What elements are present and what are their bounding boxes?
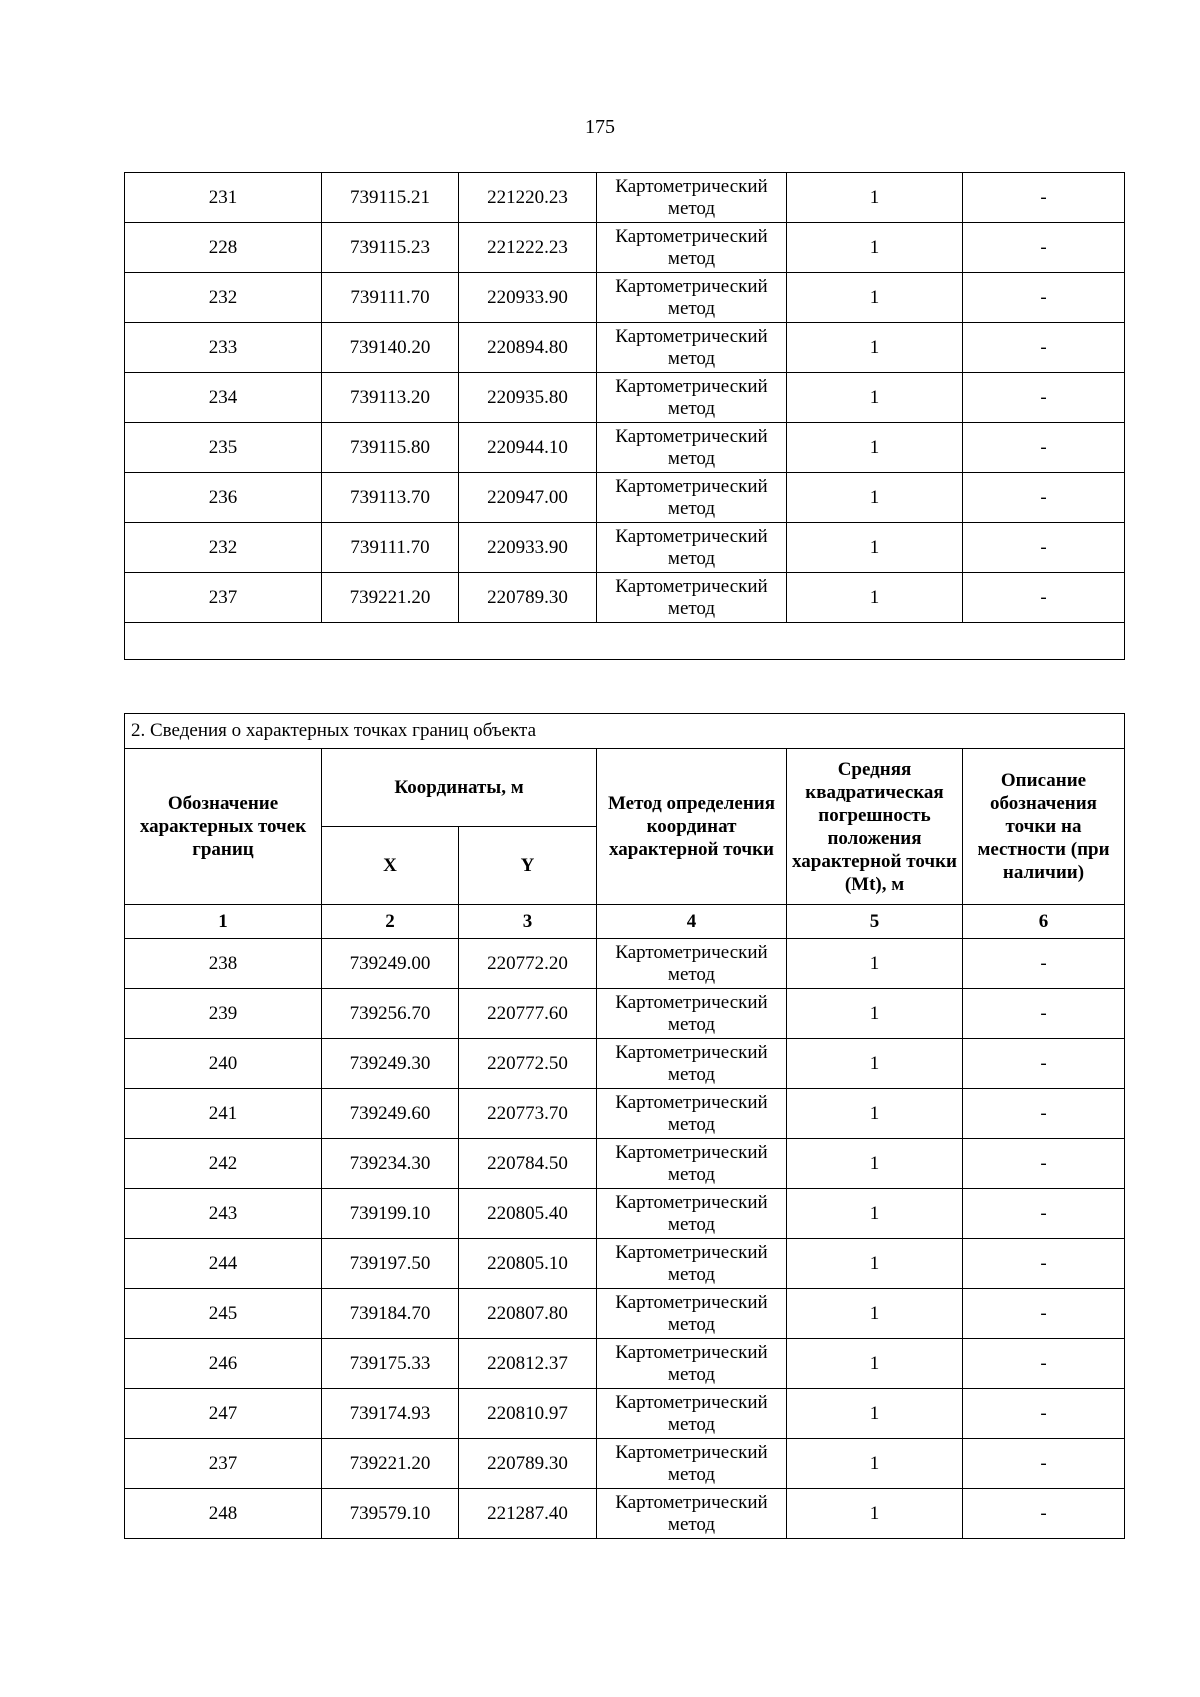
method-text: Картометрический bbox=[615, 575, 768, 597]
x-coordinate-cell: 739221.20 bbox=[322, 1439, 459, 1489]
mean-error-cell: 1 bbox=[787, 1339, 963, 1389]
method-text: Картометрический bbox=[615, 1491, 768, 1513]
table-row bbox=[125, 173, 1125, 223]
method-text: метод bbox=[667, 347, 716, 369]
point-id-cell: 233 bbox=[125, 323, 322, 373]
x-coordinate-cell: 739113.20 bbox=[322, 373, 459, 423]
table-row bbox=[125, 1289, 1125, 1339]
method-text: метод bbox=[667, 1413, 716, 1435]
mean-error-cell: 1 bbox=[787, 1439, 963, 1489]
header-method: Метод определения координат характерной точки bbox=[597, 749, 787, 905]
method-text: метод bbox=[667, 1113, 716, 1135]
description-cell: - bbox=[963, 1339, 1125, 1389]
y-coordinate-cell: 220812.37 bbox=[459, 1339, 597, 1389]
description-cell: - bbox=[963, 1289, 1125, 1339]
method-cell bbox=[597, 1439, 787, 1489]
method-text: Картометрический bbox=[615, 1141, 768, 1163]
x-coordinate-cell: 739221.20 bbox=[322, 573, 459, 623]
method-text: Картометрический bbox=[615, 1241, 768, 1263]
table-row bbox=[125, 323, 1125, 373]
table-row bbox=[125, 1489, 1125, 1539]
description-cell: - bbox=[963, 223, 1125, 273]
description-cell: - bbox=[963, 1389, 1125, 1439]
mean-error-cell: 1 bbox=[787, 423, 963, 473]
point-id-cell: 237 bbox=[125, 1439, 322, 1489]
mean-error-cell: 1 bbox=[787, 1039, 963, 1089]
table-row bbox=[125, 523, 1125, 573]
method-text: Картометрический bbox=[615, 225, 768, 247]
mean-error-cell: 1 bbox=[787, 573, 963, 623]
table-row bbox=[125, 573, 1125, 623]
y-coordinate-cell: 220805.10 bbox=[459, 1239, 597, 1289]
x-coordinate-cell: 739249.00 bbox=[322, 939, 459, 989]
mean-error-cell: 1 bbox=[787, 323, 963, 373]
mean-error-cell: 1 bbox=[787, 1489, 963, 1539]
method-text: метод bbox=[667, 497, 716, 519]
x-coordinate-cell: 739197.50 bbox=[322, 1239, 459, 1289]
description-cell: - bbox=[963, 1489, 1125, 1539]
table-row bbox=[125, 273, 1125, 323]
table-row bbox=[125, 1439, 1125, 1489]
x-coordinate-cell: 739249.60 bbox=[322, 1089, 459, 1139]
table-row bbox=[125, 1189, 1125, 1239]
description-cell: - bbox=[963, 373, 1125, 423]
description-cell: - bbox=[963, 523, 1125, 573]
point-id-cell: 232 bbox=[125, 523, 322, 573]
x-coordinate-cell: 739111.70 bbox=[322, 523, 459, 573]
point-id-cell: 242 bbox=[125, 1139, 322, 1189]
y-coordinate-cell: 220944.10 bbox=[459, 423, 597, 473]
method-cell bbox=[597, 373, 787, 423]
method-text: Картометрический bbox=[615, 1441, 768, 1463]
point-id-cell: 234 bbox=[125, 373, 322, 423]
method-cell bbox=[597, 1289, 787, 1339]
description-cell: - bbox=[963, 323, 1125, 373]
mean-error-cell: 1 bbox=[787, 523, 963, 573]
y-coordinate-cell: 220777.60 bbox=[459, 989, 597, 1039]
column-number: 4 bbox=[597, 905, 787, 939]
method-text: Картометрический bbox=[615, 1291, 768, 1313]
method-cell bbox=[597, 223, 787, 273]
method-text: метод bbox=[667, 447, 716, 469]
y-coordinate-cell: 220933.90 bbox=[459, 523, 597, 573]
method-cell bbox=[597, 939, 787, 989]
point-id-cell: 235 bbox=[125, 423, 322, 473]
method-text: метод bbox=[667, 197, 716, 219]
mean-error-cell: 1 bbox=[787, 273, 963, 323]
mean-error-cell: 1 bbox=[787, 939, 963, 989]
point-id-cell: 245 bbox=[125, 1289, 322, 1339]
x-coordinate-cell: 739199.10 bbox=[322, 1189, 459, 1239]
method-cell bbox=[597, 1489, 787, 1539]
header-coordinates: Координаты, м bbox=[322, 749, 597, 827]
point-id-cell: 247 bbox=[125, 1389, 322, 1439]
method-cell bbox=[597, 1039, 787, 1089]
point-id-cell: 246 bbox=[125, 1339, 322, 1389]
column-number: 3 bbox=[459, 905, 597, 939]
mean-error-cell: 1 bbox=[787, 1289, 963, 1339]
table1-body bbox=[125, 173, 1125, 623]
method-cell bbox=[597, 523, 787, 573]
description-cell: - bbox=[963, 1039, 1125, 1089]
x-coordinate-cell: 739140.20 bbox=[322, 323, 459, 373]
x-coordinate-cell: 739115.80 bbox=[322, 423, 459, 473]
method-cell bbox=[597, 1189, 787, 1239]
method-text: метод bbox=[667, 1313, 716, 1335]
table-row bbox=[125, 373, 1125, 423]
y-coordinate-cell: 220894.80 bbox=[459, 323, 597, 373]
description-cell: - bbox=[963, 273, 1125, 323]
y-coordinate-cell: 220789.30 bbox=[459, 573, 597, 623]
method-text: метод bbox=[667, 1163, 716, 1185]
method-text: Картометрический bbox=[615, 375, 768, 397]
y-coordinate-cell: 220772.50 bbox=[459, 1039, 597, 1089]
mean-error-cell: 1 bbox=[787, 473, 963, 523]
column-number: 5 bbox=[787, 905, 963, 939]
table-row bbox=[125, 473, 1125, 523]
mean-error-cell: 1 bbox=[787, 1139, 963, 1189]
table-row bbox=[125, 989, 1125, 1039]
y-coordinate-cell: 220947.00 bbox=[459, 473, 597, 523]
point-id-cell: 241 bbox=[125, 1089, 322, 1139]
column-number: 1 bbox=[125, 905, 322, 939]
table-row bbox=[125, 1089, 1125, 1139]
mean-error-cell: 1 bbox=[787, 1089, 963, 1139]
method-cell bbox=[597, 423, 787, 473]
table-row bbox=[125, 1239, 1125, 1289]
header-designation: Обозначение характерных точек границ bbox=[125, 749, 322, 905]
x-coordinate-cell: 739579.10 bbox=[322, 1489, 459, 1539]
table2-body bbox=[125, 939, 1125, 1539]
method-cell bbox=[597, 473, 787, 523]
method-text: Картометрический bbox=[615, 525, 768, 547]
point-id-cell: 244 bbox=[125, 1239, 322, 1289]
point-id-cell: 248 bbox=[125, 1489, 322, 1539]
method-text: Картометрический bbox=[615, 1391, 768, 1413]
x-coordinate-cell: 739115.23 bbox=[322, 223, 459, 273]
method-text: Картометрический bbox=[615, 275, 768, 297]
y-coordinate-cell: 221220.23 bbox=[459, 173, 597, 223]
table-row bbox=[125, 1139, 1125, 1189]
method-cell bbox=[597, 1089, 787, 1139]
x-coordinate-cell: 739113.70 bbox=[322, 473, 459, 523]
method-text: метод bbox=[667, 1513, 716, 1535]
method-text: Картометрический bbox=[615, 1091, 768, 1113]
mean-error-cell: 1 bbox=[787, 223, 963, 273]
point-id-cell: 231 bbox=[125, 173, 322, 223]
method-text: метод bbox=[667, 247, 716, 269]
method-text: метод bbox=[667, 963, 716, 985]
table-row bbox=[125, 423, 1125, 473]
point-id-cell: 238 bbox=[125, 939, 322, 989]
point-id-cell: 232 bbox=[125, 273, 322, 323]
column-number: 2 bbox=[322, 905, 459, 939]
mean-error-cell: 1 bbox=[787, 1239, 963, 1289]
table-row bbox=[125, 1339, 1125, 1389]
y-coordinate-cell: 220807.80 bbox=[459, 1289, 597, 1339]
mean-error-cell: 1 bbox=[787, 173, 963, 223]
boundary-points-table bbox=[124, 713, 1125, 1539]
column-numbers-row bbox=[125, 905, 1125, 939]
point-id-cell: 240 bbox=[125, 1039, 322, 1089]
description-cell: - bbox=[963, 989, 1125, 1039]
method-cell bbox=[597, 1389, 787, 1439]
table-row bbox=[125, 939, 1125, 989]
y-coordinate-cell: 220772.20 bbox=[459, 939, 597, 989]
x-coordinate-cell: 739111.70 bbox=[322, 273, 459, 323]
x-coordinate-cell: 739256.70 bbox=[322, 989, 459, 1039]
x-coordinate-cell: 739184.70 bbox=[322, 1289, 459, 1339]
method-text: Картометрический bbox=[615, 1041, 768, 1063]
method-text: метод bbox=[667, 597, 716, 619]
y-coordinate-cell: 220933.90 bbox=[459, 273, 597, 323]
table-row bbox=[125, 1039, 1125, 1089]
table1-empty-row bbox=[125, 623, 1125, 660]
method-cell bbox=[597, 573, 787, 623]
method-cell bbox=[597, 989, 787, 1039]
page-number: 175 bbox=[585, 116, 615, 138]
method-text: Картометрический bbox=[615, 325, 768, 347]
method-cell bbox=[597, 1139, 787, 1189]
y-coordinate-cell: 220773.70 bbox=[459, 1089, 597, 1139]
method-text: метод bbox=[667, 297, 716, 319]
method-cell bbox=[597, 273, 787, 323]
method-cell bbox=[597, 323, 787, 373]
header-mean-error: Средняя квадратическая погрешность положения характерной точки (Mt), м bbox=[787, 749, 963, 905]
y-coordinate-cell: 221222.23 bbox=[459, 223, 597, 273]
method-text: Картометрический bbox=[615, 475, 768, 497]
table-caption: 2. Сведения о характерных точках границ объекта bbox=[125, 714, 1125, 749]
x-coordinate-cell: 739115.21 bbox=[322, 173, 459, 223]
description-cell: - bbox=[963, 473, 1125, 523]
description-cell: - bbox=[963, 1239, 1125, 1289]
x-coordinate-cell: 739249.30 bbox=[322, 1039, 459, 1089]
y-coordinate-cell: 220805.40 bbox=[459, 1189, 597, 1239]
x-coordinate-cell: 739175.33 bbox=[322, 1339, 459, 1389]
coordinates-table-continued bbox=[124, 172, 1125, 660]
method-text: Картометрический bbox=[615, 1341, 768, 1363]
y-coordinate-cell: 220789.30 bbox=[459, 1439, 597, 1489]
point-id-cell: 243 bbox=[125, 1189, 322, 1239]
method-text: метод bbox=[667, 1213, 716, 1235]
method-text: метод bbox=[667, 1463, 716, 1485]
point-id-cell: 237 bbox=[125, 573, 322, 623]
point-id-cell: 239 bbox=[125, 989, 322, 1039]
method-text: Картометрический bbox=[615, 175, 768, 197]
description-cell: - bbox=[963, 1439, 1125, 1489]
header-description: Описание обозначения точки на местности (при наличии) bbox=[963, 749, 1125, 905]
description-cell: - bbox=[963, 573, 1125, 623]
header-x: X bbox=[322, 827, 459, 905]
x-coordinate-cell: 739234.30 bbox=[322, 1139, 459, 1189]
description-cell: - bbox=[963, 423, 1125, 473]
mean-error-cell: 1 bbox=[787, 373, 963, 423]
table-row bbox=[125, 1389, 1125, 1439]
y-coordinate-cell: 221287.40 bbox=[459, 1489, 597, 1539]
mean-error-cell: 1 bbox=[787, 989, 963, 1039]
method-text: Картометрический bbox=[615, 425, 768, 447]
method-text: метод bbox=[667, 1013, 716, 1035]
method-cell bbox=[597, 1239, 787, 1289]
y-coordinate-cell: 220935.80 bbox=[459, 373, 597, 423]
method-text: метод bbox=[667, 397, 716, 419]
y-coordinate-cell: 220784.50 bbox=[459, 1139, 597, 1189]
method-cell bbox=[597, 173, 787, 223]
description-cell: - bbox=[963, 173, 1125, 223]
x-coordinate-cell: 739174.93 bbox=[322, 1389, 459, 1439]
description-cell: - bbox=[963, 1139, 1125, 1189]
method-text: метод bbox=[667, 547, 716, 569]
method-text: Картометрический bbox=[615, 991, 768, 1013]
header-y: Y bbox=[459, 827, 597, 905]
description-cell: - bbox=[963, 1189, 1125, 1239]
y-coordinate-cell: 220810.97 bbox=[459, 1389, 597, 1439]
method-text: Картометрический bbox=[615, 1191, 768, 1213]
mean-error-cell: 1 bbox=[787, 1389, 963, 1439]
description-cell: - bbox=[963, 1089, 1125, 1139]
table-row bbox=[125, 223, 1125, 273]
description-cell: - bbox=[963, 939, 1125, 989]
method-text: метод bbox=[667, 1263, 716, 1285]
method-text: Картометрический bbox=[615, 941, 768, 963]
method-text: метод bbox=[667, 1063, 716, 1085]
method-cell bbox=[597, 1339, 787, 1389]
method-text: метод bbox=[667, 1363, 716, 1385]
column-number: 6 bbox=[963, 905, 1125, 939]
mean-error-cell: 1 bbox=[787, 1189, 963, 1239]
point-id-cell: 228 bbox=[125, 223, 322, 273]
point-id-cell: 236 bbox=[125, 473, 322, 523]
